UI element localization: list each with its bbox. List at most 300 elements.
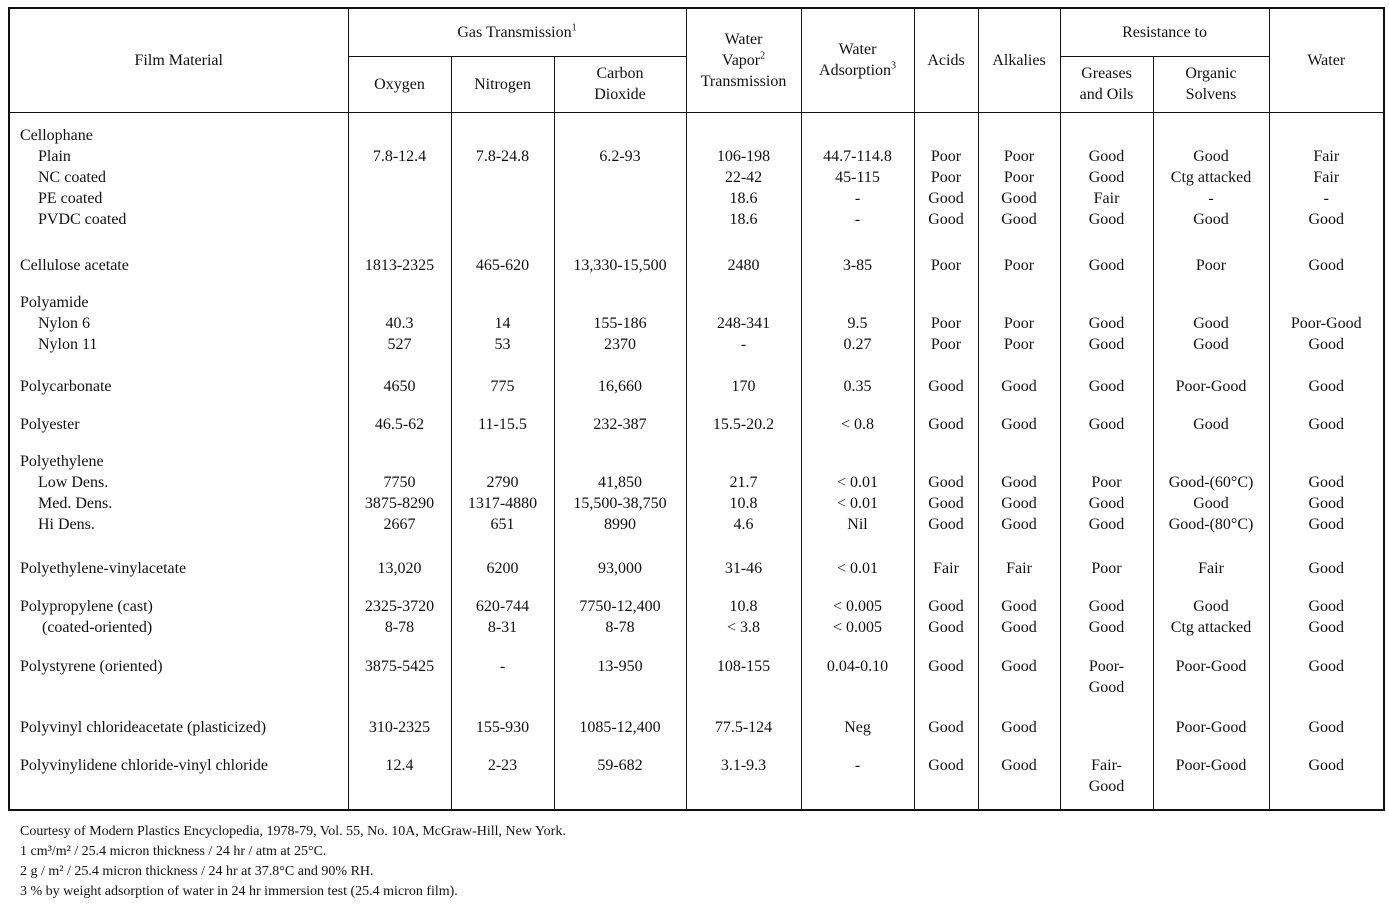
acids-cell [914, 279, 978, 363]
table-row [9, 112, 1384, 242]
cell-value: Poor [1091, 560, 1122, 578]
material-name: Med. Dens. [38, 495, 113, 513]
cell-value: Ctg attacked [1170, 168, 1252, 186]
material-name: Cellophane [20, 126, 93, 144]
cell-value: 170 [731, 378, 756, 396]
alkalies-cell [978, 742, 1060, 811]
footnote-3: 3 % by weight adsorption of water in 24 hr immersion test (25.4 micron film). [20, 884, 458, 899]
cell-value: Good [1308, 474, 1345, 492]
gas-transmission-header: Gas Transmission$^1$ [348, 8, 686, 56]
carbon-dioxide-cell [554, 112, 686, 242]
cell-value [455, 125, 551, 146]
cell-value: 13-950 [597, 658, 643, 676]
cell-value: 651 [490, 516, 515, 534]
water-adsorption-cell [801, 545, 914, 583]
footnote-courtesy: Courtesy of Modern Plastics Encyclopedia, 1978-79, Vol. 55, No. 10A, McGraw-Hill, New York. [20, 824, 566, 839]
cell-value: Fair [1198, 560, 1224, 578]
cell-value: 7.8-12.4 [372, 147, 427, 165]
carbon-dioxide-cell [554, 363, 686, 401]
nitrogen-cell [451, 643, 554, 704]
cell-value: Good [1001, 495, 1037, 513]
organic-solvents-cell [1153, 704, 1269, 742]
cell-value: Good [1001, 516, 1037, 534]
cell-value: Good [1088, 210, 1125, 228]
cell-value: 10.8 [729, 495, 758, 513]
cell-value: 3875-8290 [364, 495, 435, 513]
cell-value: Good [1001, 378, 1037, 396]
water-vapor-cell [686, 583, 801, 644]
nitrogen-header: Nitrogen [451, 56, 554, 112]
cell-value [352, 125, 448, 146]
carbon-dioxide-cell [554, 545, 686, 583]
cell-value: Good [1088, 168, 1125, 186]
cell-value: 13,020 [377, 560, 422, 578]
cell-value: 527 [387, 336, 412, 354]
cell-value: Poor [1003, 147, 1035, 165]
cell-value: 0.35 [843, 378, 872, 396]
cell-value: Good [928, 756, 964, 774]
cell-value: 18.6 [729, 210, 758, 228]
water-vapor-cell [686, 742, 801, 811]
table-row [9, 242, 1384, 280]
cell-value: Good [1308, 618, 1345, 636]
water-cell [1269, 242, 1384, 280]
material-cell [9, 545, 348, 583]
cell-value: Fair [1313, 147, 1340, 165]
nitrogen-cell [451, 363, 554, 401]
cell-value: Poor-Good [1175, 378, 1247, 396]
alkalies-cell [978, 242, 1060, 280]
oxygen-cell [348, 401, 451, 439]
cell-value: 31-46 [724, 560, 763, 578]
cell-value: Good [1193, 495, 1229, 513]
water-adsorption-cell [801, 742, 914, 811]
oxygen-cell [348, 704, 451, 742]
cell-value: < 0.01 [837, 560, 879, 578]
cell-value [982, 292, 1057, 313]
cell-value: Fair [1093, 189, 1120, 207]
cell-value: 2667 [383, 516, 416, 534]
cell-value: 4650 [383, 378, 416, 396]
cell-value: 16,660 [598, 378, 642, 396]
cell-value: 4.6 [733, 516, 754, 534]
cell-value [558, 292, 683, 313]
cell-value: Good [928, 597, 964, 615]
table-row [9, 704, 1384, 742]
cell-value: Poor [1003, 168, 1035, 186]
cell-value [918, 292, 975, 313]
organic-solvents-cell [1153, 401, 1269, 439]
cell-value: Nil [847, 516, 868, 534]
material-cell [9, 279, 348, 363]
cell-value: Good [1308, 378, 1345, 396]
cell-value: Good [1193, 415, 1229, 433]
cell-value: - [1323, 189, 1329, 207]
greases-oils-cell [1060, 438, 1153, 545]
water-cell [1269, 742, 1384, 811]
cell-value: Good [1001, 718, 1037, 736]
greases-oils-header: Greases and Oils [1060, 56, 1153, 112]
alkalies-cell [978, 363, 1060, 401]
cell-value [982, 451, 1057, 472]
acids-cell [914, 643, 978, 704]
greases-oils-cell [1060, 112, 1153, 242]
cell-value: Good [928, 378, 964, 396]
film-material-header: Film Material [9, 8, 348, 112]
cell-value: Good [1193, 210, 1229, 228]
organic-solvents-cell [1153, 242, 1269, 280]
water-vapor-cell [686, 279, 801, 363]
water-cell [1269, 704, 1384, 742]
oxygen-cell [348, 643, 451, 704]
cell-value: - [1208, 189, 1214, 207]
cell-value: Poor-Good [1290, 315, 1362, 333]
organic-solvents-cell [1153, 742, 1269, 811]
water-vapor-cell [686, 242, 801, 280]
acids-cell [914, 545, 978, 583]
cell-value: Good [1193, 597, 1229, 615]
cell-value: 310-2325 [368, 718, 431, 736]
cell-value [1273, 451, 1381, 472]
cell-value: 0.04-0.10 [826, 658, 889, 676]
water-adsorption-cell [801, 363, 914, 401]
cell-value: 12.4 [385, 756, 414, 774]
material-name: (coated-oriented) [42, 618, 153, 636]
cell-value: Good [1308, 256, 1345, 274]
material-cell [9, 242, 348, 280]
cell-value: 8-78 [384, 618, 415, 636]
cell-value: Good-(80°C) [1168, 516, 1254, 534]
water-adsorption-cell [801, 583, 914, 644]
material-name: Polyvinyl chlorideacetate (plasticized) [20, 718, 267, 736]
water-cell [1269, 545, 1384, 583]
greases-oils-cell [1060, 401, 1153, 439]
cell-value: Fair [933, 560, 959, 578]
water-cell [1269, 438, 1384, 545]
organic-solvents-cell [1153, 438, 1269, 545]
cell-value: 7750 [383, 474, 416, 492]
carbon-dioxide-cell [554, 704, 686, 742]
cell-value [1157, 292, 1266, 313]
cell-value: < 0.01 [837, 495, 879, 513]
water-cell [1269, 643, 1384, 704]
cell-value: 13,330-15,500 [573, 256, 667, 274]
acids-header: Acids [914, 8, 978, 112]
acids-cell [914, 438, 978, 545]
cell-value: 7750-12,400 [579, 597, 661, 615]
cell-value: 620-744 [475, 597, 530, 615]
table-header [9, 8, 1384, 112]
cell-value: Poor [930, 336, 962, 354]
cell-value: - [854, 210, 861, 228]
cell-value: Good [1001, 210, 1037, 228]
footnote-2: 2 g / m² / 25.4 micron thickness / 24 hr at 37.8°C and 90% RH. [20, 864, 374, 879]
cell-value: Good [928, 516, 964, 534]
material-name: Polystyrene (oriented) [20, 658, 163, 676]
alkalies-cell [978, 438, 1060, 545]
cell-value: Poor [930, 147, 962, 165]
nitrogen-cell [451, 279, 554, 363]
organic-solvents-cell [1153, 112, 1269, 242]
water-vapor-transmission-header: Water Vapor$^2$ Transmission [686, 8, 801, 112]
cell-value: 155-930 [475, 718, 530, 736]
cell-value: Good [1088, 315, 1125, 333]
carbon-dioxide-cell [554, 401, 686, 439]
cell-value [1157, 125, 1266, 146]
organic-solvents-cell [1153, 363, 1269, 401]
cell-value [805, 292, 911, 313]
cell-value: 248-341 [716, 315, 771, 333]
alkalies-cell [978, 643, 1060, 704]
cell-value [455, 188, 551, 209]
nitrogen-cell [451, 742, 554, 811]
water-vapor-cell [686, 643, 801, 704]
cell-value: Good [1001, 618, 1037, 636]
cell-value: Good [1088, 256, 1125, 274]
cell-value [805, 451, 911, 472]
material-name: Plain [38, 147, 71, 165]
cell-value: Good [1308, 210, 1345, 228]
cell-value [455, 209, 551, 230]
cell-value [690, 451, 798, 472]
cell-value: Good [928, 210, 964, 228]
cell-value: 232-387 [593, 415, 647, 433]
cell-value [558, 167, 683, 188]
cell-value: Good [1308, 415, 1345, 433]
material-cell [9, 704, 348, 742]
oxygen-cell [348, 242, 451, 280]
water-vapor-cell [686, 112, 801, 242]
acids-cell [914, 704, 978, 742]
carbon-dioxide-cell [554, 643, 686, 704]
cell-value: Fair [1006, 560, 1032, 578]
water-cell [1269, 279, 1384, 363]
water-adsorption-cell [801, 438, 914, 545]
cell-value: Good [1193, 147, 1229, 165]
cell-value: 106-198 [716, 147, 771, 165]
water-adsorption-header: Water Adsorption$^3$ [801, 8, 914, 112]
material-name: Polyvinylidene chloride-vinyl chloride [20, 756, 268, 774]
table-body [9, 112, 1384, 810]
acids-cell [914, 112, 978, 242]
water-resistance-header: Water [1269, 8, 1384, 112]
oxygen-cell [348, 112, 451, 242]
material-name: PE coated [38, 189, 103, 207]
cell-value: Neg [844, 718, 871, 736]
organic-solvents-header: Organic Solvens [1153, 56, 1269, 112]
cell-value [455, 167, 551, 188]
cell-value: Good [1088, 378, 1125, 396]
resistance-to-header: Resistance to [1060, 8, 1269, 56]
cell-value: < 0.01 [837, 474, 879, 492]
table-row [9, 438, 1384, 545]
acids-cell [914, 242, 978, 280]
nitrogen-cell [451, 242, 554, 280]
cell-value [1064, 292, 1150, 313]
cell-value: Poor [930, 315, 962, 333]
cell-value: 6.2-93 [599, 147, 641, 165]
cell-value: Good [1308, 597, 1345, 615]
cell-value [1064, 717, 1150, 738]
cell-value [690, 125, 798, 146]
oxygen-header: Oxygen [348, 56, 451, 112]
alkalies-cell [978, 704, 1060, 742]
table-row [9, 279, 1384, 363]
cell-value: Good [1308, 718, 1345, 736]
cell-value: < 0.005 [833, 618, 883, 636]
cell-value: Good [1308, 658, 1345, 676]
water-adsorption-cell [801, 112, 914, 242]
nitrogen-cell [451, 401, 554, 439]
cell-value: 7.8-24.8 [475, 147, 530, 165]
cell-value: Good [1193, 315, 1229, 333]
water-cell [1269, 401, 1384, 439]
cell-value: Fair [1313, 168, 1340, 186]
cell-value [1273, 125, 1381, 146]
cell-value: Fair- [1091, 756, 1122, 774]
greases-oils-cell [1060, 242, 1153, 280]
cell-value: Good [928, 718, 964, 736]
cell-value: 93,000 [598, 560, 642, 578]
greases-oils-cell [1060, 742, 1153, 811]
cell-value [558, 125, 683, 146]
cell-value [558, 188, 683, 209]
oxygen-cell [348, 545, 451, 583]
cell-value: Good [1088, 415, 1125, 433]
cell-value: Poor [930, 256, 962, 274]
cell-value: Good [928, 474, 964, 492]
water-vapor-cell [686, 704, 801, 742]
alkalies-cell [978, 583, 1060, 644]
material-cell [9, 363, 348, 401]
acids-cell [914, 742, 978, 811]
cell-value: Good [928, 495, 964, 513]
cell-value: 77.5-124 [714, 718, 773, 736]
cell-value: 2370 [604, 336, 636, 354]
oxygen-cell [348, 742, 451, 811]
cell-value: Ctg attacked [1170, 618, 1252, 636]
cell-value: 775 [490, 378, 515, 396]
material-name: Polyethylene-vinylacetate [20, 560, 187, 578]
organic-solvents-cell [1153, 279, 1269, 363]
cell-value [352, 451, 448, 472]
cell-value: Poor- [1088, 658, 1125, 676]
organic-solvents-cell [1153, 583, 1269, 644]
acids-cell [914, 583, 978, 644]
footnote-1: 1 cm³/m² / 25.4 micron thickness / 24 hr / atm at 25°C. [20, 844, 327, 859]
cell-value: Poor-Good [1175, 718, 1247, 736]
cell-value: Good [1001, 597, 1037, 615]
cell-value [558, 209, 683, 230]
alkalies-cell [978, 112, 1060, 242]
water-adsorption-cell [801, 704, 914, 742]
cell-value: 15,500-38,750 [573, 495, 667, 513]
material-name: Polypropylene (cast) [20, 597, 153, 615]
alkalies-cell [978, 545, 1060, 583]
cell-value: Good [1088, 516, 1125, 534]
table-row [9, 583, 1384, 644]
oxygen-cell [348, 438, 451, 545]
oxygen-cell [348, 363, 451, 401]
table-row [9, 643, 1384, 704]
cell-value: 10.8 [729, 597, 758, 615]
cell-value: < 0.8 [841, 415, 875, 433]
material-name: Hi Dens. [38, 516, 95, 534]
organic-solvents-cell [1153, 545, 1269, 583]
carbon-dioxide-header: Carbon Dioxide [554, 56, 686, 112]
cell-value: 21.7 [729, 474, 758, 492]
nitrogen-cell [451, 112, 554, 242]
cell-value: 45-115 [835, 168, 880, 186]
water-adsorption-cell [801, 279, 914, 363]
water-adsorption-cell [801, 401, 914, 439]
cell-value: Good [1001, 474, 1037, 492]
cell-value: - [854, 189, 861, 207]
alkalies-header: Alkalies [978, 8, 1060, 112]
cell-value: Poor [1195, 256, 1227, 274]
greases-oils-cell [1060, 583, 1153, 644]
cell-value: Good [1088, 679, 1125, 697]
cell-value: Good [1001, 756, 1037, 774]
material-name: Polyamide [20, 294, 89, 312]
cell-value: 2325-3720 [364, 597, 435, 615]
water-cell [1269, 363, 1384, 401]
oxygen-cell [348, 279, 451, 363]
alkalies-cell [978, 401, 1060, 439]
nitrogen-cell [451, 545, 554, 583]
cell-value: - [499, 658, 506, 676]
film-properties-table [8, 7, 1385, 811]
water-cell [1269, 112, 1384, 242]
cell-value: 108-155 [716, 658, 771, 676]
cell-value [1064, 451, 1150, 472]
cell-value: 14 [494, 315, 511, 333]
cell-value [918, 451, 975, 472]
cell-value: 2790 [486, 474, 519, 492]
water-vapor-cell [686, 545, 801, 583]
table-row [9, 401, 1384, 439]
acids-cell [914, 363, 978, 401]
cell-value [352, 292, 448, 313]
cell-value: 3-85 [842, 256, 873, 274]
acids-cell [914, 401, 978, 439]
cell-value: 46.5-62 [374, 415, 425, 433]
material-name: Cellulose acetate [20, 256, 129, 274]
cell-value: 44.7-114.8 [823, 147, 892, 165]
cell-value: Good [1308, 495, 1345, 513]
cell-value: 3.1-9.3 [720, 756, 767, 774]
cell-value: 40.3 [385, 315, 414, 333]
cell-value: Good [928, 618, 964, 636]
cell-value [455, 451, 551, 472]
material-cell [9, 112, 348, 242]
cell-value: 22-42 [724, 168, 763, 186]
cell-value: Poor [1003, 256, 1035, 274]
greases-oils-cell [1060, 643, 1153, 704]
cell-value [1064, 125, 1150, 146]
cell-value: Poor [1003, 315, 1035, 333]
greases-oils-cell [1060, 363, 1153, 401]
footnotes [20, 822, 1320, 902]
cell-value: 53 [494, 336, 511, 354]
cell-value: Good [1193, 336, 1229, 354]
carbon-dioxide-cell [554, 583, 686, 644]
material-name: Nylon 6 [38, 315, 90, 333]
cell-value: 1085-12,400 [579, 718, 661, 736]
cell-value: Good [1088, 336, 1125, 354]
cell-value: Good-(60°C) [1168, 474, 1254, 492]
water-cell [1269, 583, 1384, 644]
